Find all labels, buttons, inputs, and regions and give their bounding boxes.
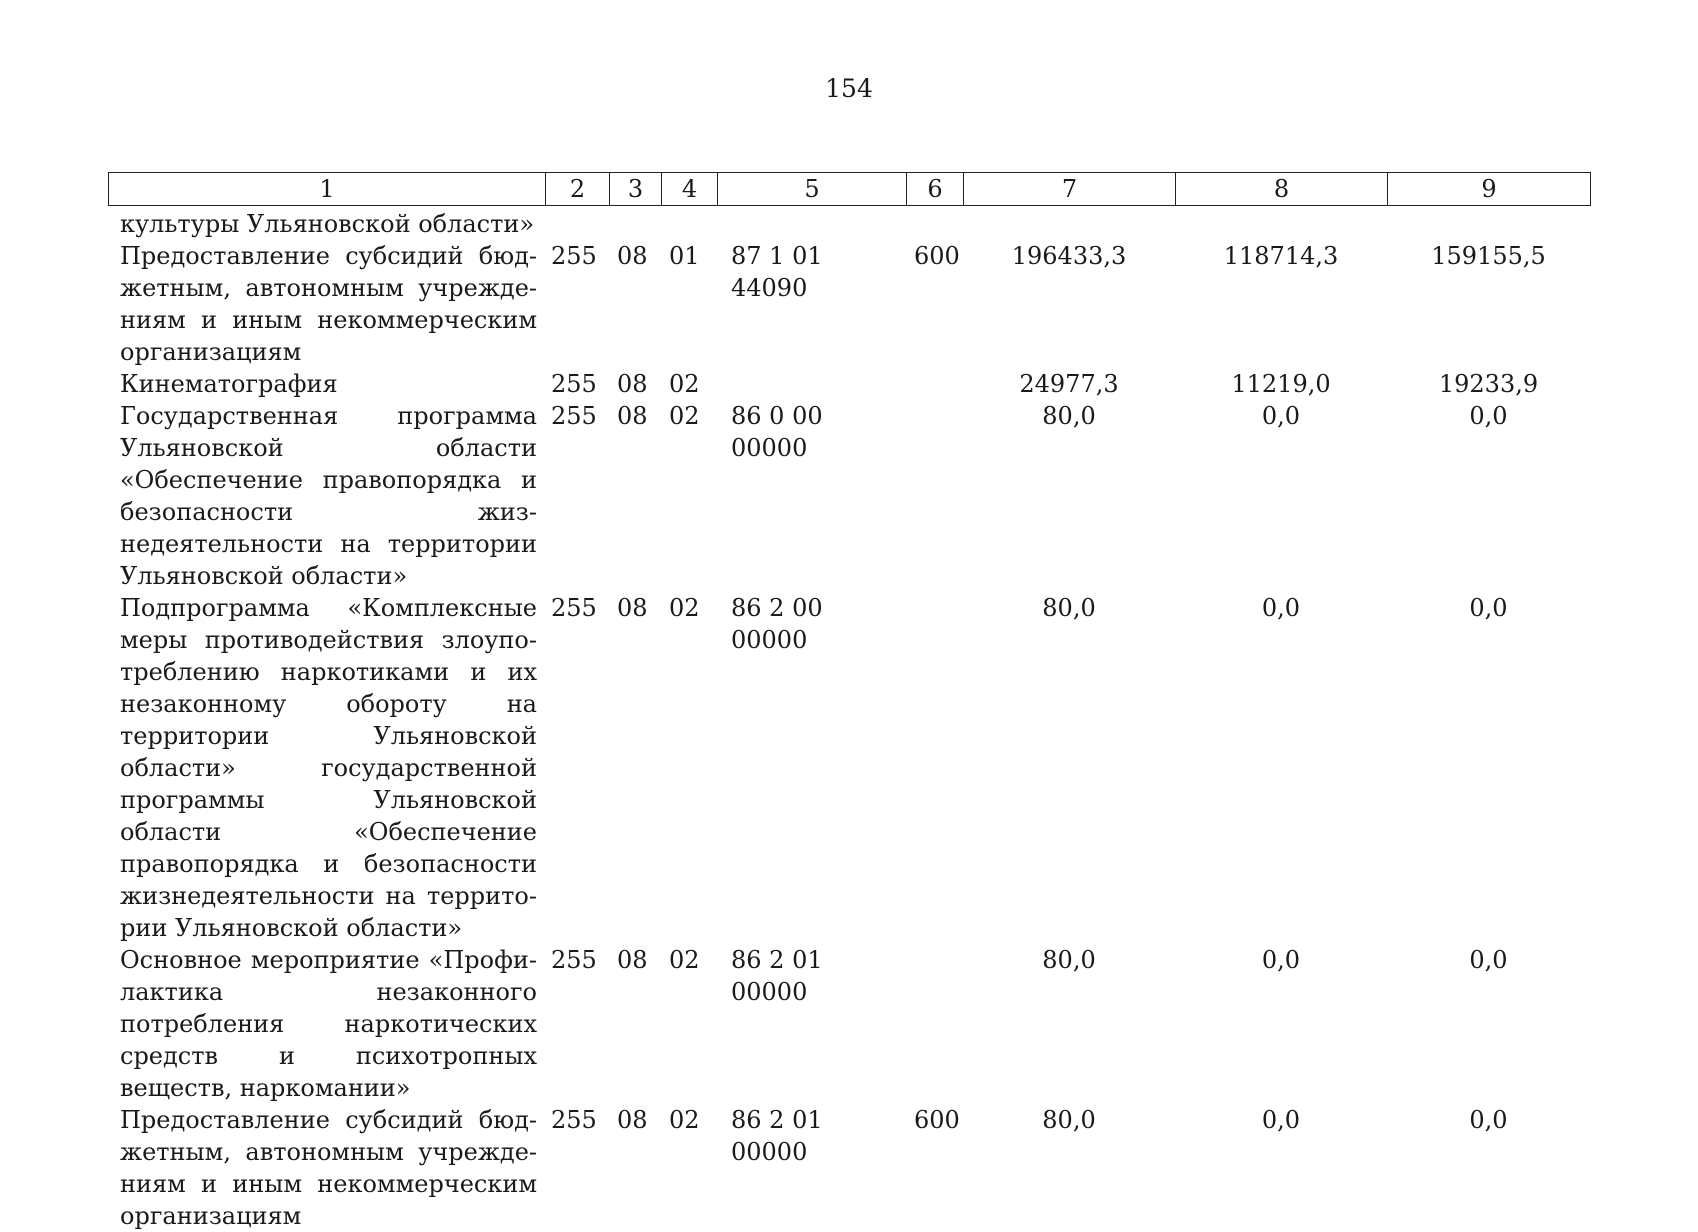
row-value-7: 80,0 [1042, 1106, 1096, 1134]
row-value-9: 0,0 [1469, 1106, 1508, 1134]
header-col-2: 2 [546, 173, 610, 206]
header-col-8: 8 [1176, 173, 1388, 206]
row-code-4 [661, 208, 717, 240]
header-col-3: 3 [610, 173, 662, 206]
row-code-3: 08 [617, 1106, 648, 1134]
row-value-9 [1387, 208, 1590, 240]
row-code-5 [717, 208, 906, 240]
row-code-4: 01 [669, 242, 700, 270]
table-row [108, 592, 1590, 944]
table-header [108, 172, 1591, 206]
row-code-6 [906, 400, 963, 592]
row-code-6 [906, 368, 963, 400]
row-value-7 [963, 208, 1175, 240]
row-code-2: 255 [551, 594, 597, 622]
row-code-4: 02 [669, 370, 700, 398]
row-code-5: 86 2 00 00000 [731, 594, 823, 654]
row-value-8: 0,0 [1261, 946, 1301, 974]
row-name: Предоставление субсидий бюджетным, автономным учреждениям и иным некоммерческим организациям [120, 242, 537, 366]
row-code-3: 08 [617, 946, 648, 974]
row-code-6: 600 [914, 242, 960, 270]
row-code-4: 02 [669, 1106, 700, 1134]
row-code-4: 02 [669, 594, 700, 622]
row-code-2: 255 [551, 402, 597, 430]
table-row [108, 944, 1590, 1104]
row-code-3 [609, 208, 661, 240]
header-col-5: 5 [718, 173, 907, 206]
row-code-2: 255 [551, 242, 597, 270]
row-code-6 [906, 944, 963, 1104]
table-row [108, 240, 1590, 368]
table-row [108, 400, 1590, 592]
row-code-2 [545, 208, 609, 240]
row-name: Предоставление субсидий бюджетным, автономным учреждениям и иным некоммерческим организациям [120, 1106, 537, 1230]
row-value-8: 0,0 [1261, 594, 1301, 622]
row-value-9: 0,0 [1469, 594, 1508, 622]
page-number: 154 [825, 74, 873, 103]
row-value-9: 19233,9 [1438, 370, 1539, 398]
row-code-5 [717, 368, 906, 400]
header-col-6: 6 [907, 173, 964, 206]
row-code-5: 86 2 01 00000 [731, 946, 823, 1006]
table-row [108, 208, 1590, 240]
row-code-6: 600 [914, 1106, 960, 1134]
row-code-5: 86 2 01 00000 [731, 1106, 823, 1166]
row-value-7: 80,0 [1042, 594, 1096, 622]
row-code-6 [906, 208, 963, 240]
row-value-7: 80,0 [1042, 946, 1096, 974]
row-code-6 [906, 592, 963, 944]
row-name: Подпрограмма «Комплексные меры противодействия злоупотреблению наркотиками и их незаконному обороту на территории Ульяновской области» государственной программы Ульяновской области «Обеспечение правопорядка и безопасности жизнедеятельности на территории Ульяновской области» [120, 594, 537, 942]
row-value-9: 159155,5 [1431, 242, 1546, 270]
header-col-9: 9 [1388, 173, 1591, 206]
row-value-8 [1175, 208, 1387, 240]
row-code-4: 02 [669, 402, 700, 430]
row-code-3: 08 [617, 370, 648, 398]
row-name: культуры Ульяновской области» [120, 210, 535, 238]
header-col-7: 7 [964, 173, 1176, 206]
row-name: Кинематография [120, 370, 338, 398]
row-value-8: 0,0 [1261, 402, 1301, 430]
table-row [108, 1104, 1590, 1232]
row-code-2: 255 [551, 1106, 597, 1134]
row-code-2: 255 [551, 370, 597, 398]
row-code-4: 02 [669, 946, 700, 974]
row-value-7: 80,0 [1042, 402, 1096, 430]
row-code-3: 08 [617, 402, 648, 430]
row-code-3: 08 [617, 594, 648, 622]
row-value-8: 118714,3 [1223, 242, 1339, 270]
header-col-4: 4 [662, 173, 718, 206]
row-code-2: 255 [551, 946, 597, 974]
row-value-9: 0,0 [1469, 946, 1508, 974]
row-code-5: 86 0 00 00000 [731, 402, 823, 462]
table-row [108, 368, 1590, 400]
header-col-1: 1 [109, 173, 546, 206]
row-code-3: 08 [617, 242, 648, 270]
row-name: Государственная программа Ульяновской области «Обеспечение правопорядка и безопасности жизнедеятельности на территории Ульяновской области» [120, 402, 537, 590]
row-value-9: 0,0 [1469, 402, 1508, 430]
row-value-8: 0,0 [1261, 1106, 1301, 1134]
row-value-7: 24977,3 [1019, 370, 1119, 398]
row-value-8: 11219,0 [1231, 370, 1331, 398]
row-code-5: 87 1 01 44090 [731, 242, 823, 302]
row-name: Основное мероприятие «Профилактика незаконного потребления наркотических средств и психотропных веществ, наркомании» [120, 946, 537, 1102]
budget-table [108, 208, 1590, 1232]
row-value-7: 196433,3 [1011, 242, 1127, 270]
